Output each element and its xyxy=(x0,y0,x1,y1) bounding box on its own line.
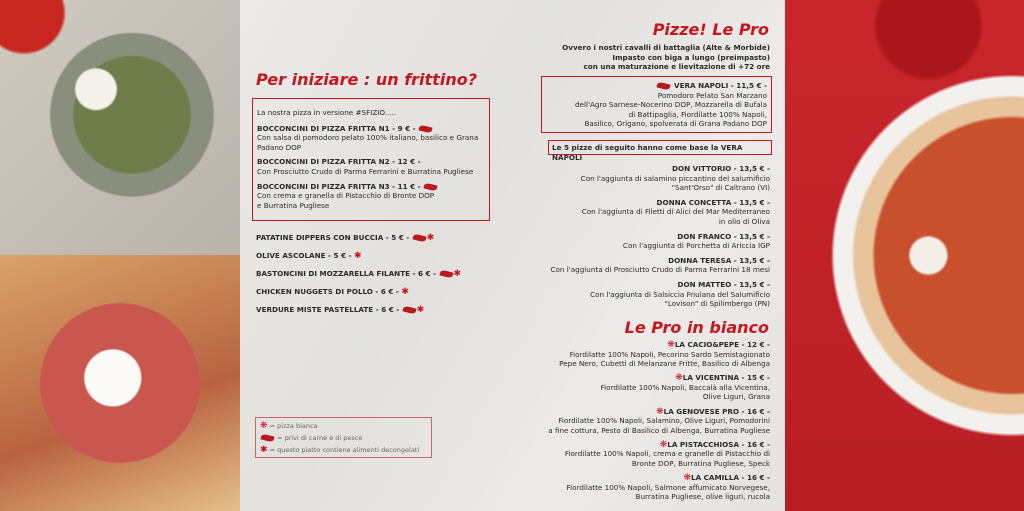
item-desc: Con l'aggiunta di salamino piccantino del salumificio xyxy=(580,173,770,183)
item-name: LA GENOVESE PRO - 16 € - xyxy=(663,406,770,416)
menu-item xyxy=(490,198,770,227)
pizze-list xyxy=(490,164,770,314)
pizze-subtitle xyxy=(510,43,770,72)
item-desc: Pomodoro Pelato San Marzano xyxy=(657,90,767,100)
item-name: DON MATTEO - 13,5 € - xyxy=(677,279,770,289)
item-name: BASTONCINI DI MOZZARELLA FILANTE - 6 € - xyxy=(256,269,436,278)
fried-pizza-box xyxy=(252,98,490,221)
asterisk-icon: ✱ xyxy=(401,287,409,297)
photo-fried-pizza-bites xyxy=(0,0,240,255)
flower-icon: ❋ xyxy=(675,373,683,384)
menu-item xyxy=(490,473,770,502)
item-desc: dell'Agro Sarnese-Nocerino DOP, Mozzarella di Bufala xyxy=(575,100,767,110)
leaf-icon xyxy=(412,233,426,242)
item-desc: di Battipaglia, Fiordilatte 100% Napoli, xyxy=(628,109,767,119)
pizze-title: Pizze! Le Pro xyxy=(652,20,769,39)
flower-icon: ❋ xyxy=(656,406,664,417)
item-name: DONNA TERESA - 13,5 € - xyxy=(668,255,770,265)
leaf-icon xyxy=(439,269,453,278)
menu-item xyxy=(257,157,485,176)
item-name: BOCCONCINI DI PIZZA FRITTA N3 - 11 € - xyxy=(257,181,421,191)
item-name: VERA NAPOLI - 11,5 € - xyxy=(674,81,767,90)
photo-pizza xyxy=(785,0,1024,511)
asterisk-icon: ✱ xyxy=(426,233,435,243)
item-desc: Con salsa di pomodoro pelato 100% italiano, basilico e Grana Padano DOP xyxy=(257,133,479,152)
menu-item xyxy=(257,182,485,211)
item-desc: Con l'aggiunta di Porchetta di Ariccia IGP xyxy=(622,241,770,251)
asterisk-icon: ✱ xyxy=(416,305,425,315)
subtitle-line: Impasto con biga a lungo (preimpasto) xyxy=(612,52,770,62)
item-desc: Fiordilatte 100% Napoli, crema e granelle di Pistacchio di xyxy=(564,449,770,459)
photo-prosciutto-burrata xyxy=(0,255,240,511)
item-name: PATATINE DIPPERS CON BUCCIA - 5 € - xyxy=(256,233,410,242)
menu-item xyxy=(490,373,770,402)
flower-icon: ❋ xyxy=(667,340,675,350)
item-desc: Con l'aggiunta di Prosciutto Crudo di Parma Ferrarini 18 mesi xyxy=(550,265,770,275)
leaf-icon xyxy=(419,124,433,133)
item-name: LA PISTACCHIOSA - 16 € - xyxy=(667,439,770,449)
legend-label: = pizza bianca xyxy=(269,422,318,430)
item-name: LA CACIO&PEPE - 12 € - xyxy=(674,340,770,349)
item-name: VERDURE MISTE PASTELLATE - 6 € - xyxy=(256,305,400,314)
leaf-icon xyxy=(260,433,274,442)
item-desc: Con crema e granella di Pistacchio di Bronte DOP e Burratina Pugliese xyxy=(257,191,435,210)
legend-label: = questo piatto contiene alimenti decongelati xyxy=(269,446,420,454)
menu-item xyxy=(490,164,770,193)
item-name: BOCCONCINI DI PIZZA FRITTA N1 - 9 € - xyxy=(257,123,416,133)
bianco-list xyxy=(490,340,770,506)
legend-label: = privi di carne e di pesce xyxy=(277,434,363,442)
starters-list xyxy=(256,233,461,323)
bianco-title: Le Pro in bianco xyxy=(624,318,769,337)
item-desc: Basilico, Origano, spolverata di Grana Padano DOP xyxy=(584,119,767,129)
asterisk-icon: ✱ xyxy=(453,269,462,279)
asterisk-icon: ✱ xyxy=(260,445,268,455)
menu-item xyxy=(490,232,770,251)
menu-item xyxy=(257,124,485,153)
menu-item xyxy=(490,256,770,275)
base-note: Le 5 pizze di seguito hanno come base la VERA NAPOLI xyxy=(548,140,772,155)
item-name: LA VICENTINA - 15 € - xyxy=(682,373,770,383)
asterisk-icon: ✱ xyxy=(354,251,362,261)
item-name: DON FRANCO - 13,5 € - xyxy=(677,231,770,241)
item-desc: Bronte DOP, Burratina Pugliese, Speck xyxy=(631,459,770,469)
item-desc: Con l'aggiunta di Salsiccia Friulana del Salumificio xyxy=(590,289,770,299)
subtitle-line: Ovvero i nostri cavalli di battaglia (Alte & Morbide) xyxy=(562,43,770,52)
item-name: CHICKEN NUGGETS DI POLLO - 6 € - xyxy=(256,287,399,296)
leaf-icon xyxy=(424,182,438,191)
item-desc: a fine cottura, Pesto di Basilico di Albenga, Burratina Pugliese xyxy=(548,425,770,435)
menu-item xyxy=(490,280,770,309)
box-intro: La nostra pizza in versione #SFIZIO..... xyxy=(257,108,397,117)
item-name: BOCCONCINI DI PIZZA FRITTA N2 - 12 € - xyxy=(257,157,421,167)
menu-item xyxy=(490,340,770,369)
legend-box xyxy=(255,417,432,458)
menu-item xyxy=(490,407,770,436)
item-name: OLIVE ASCOLANE - 5 € - xyxy=(256,251,352,260)
item-desc: Fiordilatte 100% Napoli, Salmone affumicato Norvegese, xyxy=(566,482,770,492)
vera-napoli-box xyxy=(541,76,772,133)
item-name: DON VITTORIO - 13,5 € - xyxy=(672,164,770,173)
subtitle-line: con una maturazione e lievitazione di +72 ore xyxy=(583,62,770,72)
item-desc: Fiordilatte 100% Napoli, Baccalà alla Vicentina, xyxy=(600,382,770,392)
item-desc: Fiordilatte 100% Napoli, Salamino, Olive Liguri, Pomodorini xyxy=(558,416,770,426)
item-desc: Olive Liguri, Grana xyxy=(702,392,770,402)
item-desc: in olio di Oliva xyxy=(718,216,770,226)
leaf-icon xyxy=(402,305,416,314)
item-name: DONNA CONCETTA - 13,5 € - xyxy=(656,197,770,207)
menu-item xyxy=(490,440,770,469)
leaf-icon xyxy=(657,81,671,90)
item-desc: Pepe Nero, Cubetti di Melanzane Fritte, Basilico di Albenga xyxy=(559,359,770,369)
item-desc: Con Prosciutto Crudo di Parma Ferrarini e Burratina Pugliese xyxy=(257,166,474,176)
flower-icon: ❋ xyxy=(260,421,268,431)
flower-icon: ❋ xyxy=(683,473,691,484)
item-name: LA CAMILLA - 16 € - xyxy=(690,473,770,483)
starters-title: Per iniziare : un frittino? xyxy=(256,70,477,89)
item-desc: Con l'aggiunta di Filetti di Alici del Mar Mediterraneo xyxy=(581,207,770,217)
flower-icon: ❋ xyxy=(659,439,668,450)
item-desc: "Lovison" di Spilimbergo (PN) xyxy=(664,299,770,309)
item-desc: "Sant'Orso" di Caltrano (VI) xyxy=(671,183,770,193)
item-desc: Fiordilatte 100% Napoli, Pecorino Sardo Semistagionato xyxy=(569,349,770,359)
item-desc: Burratina Pugliese, olive liguri, rucola xyxy=(635,492,770,502)
